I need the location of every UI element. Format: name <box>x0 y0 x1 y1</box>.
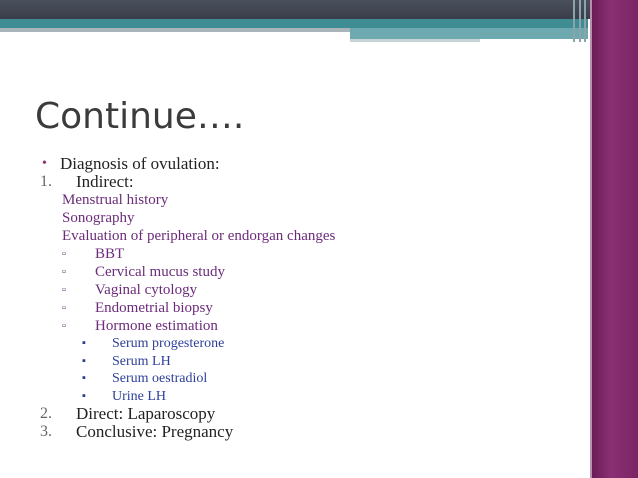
header-stripe <box>579 0 581 42</box>
small-square-icon: ▪ <box>82 389 86 402</box>
sub-item-text: Sonography <box>62 210 135 226</box>
header-teal-band <box>0 19 588 28</box>
header-dark-band <box>0 0 600 19</box>
item-number: 2. <box>40 405 52 422</box>
sub-item <box>0 191 590 209</box>
hormone-text: Serum LH <box>112 353 171 369</box>
hollow-square-icon: ▫ <box>62 266 66 278</box>
sub-bullet-text: Hormone estimation <box>95 318 218 334</box>
header-grey-band <box>0 28 350 32</box>
hormone-text: Serum progesterone <box>112 336 225 351</box>
sub-bullet-text: Cervical mucus study <box>95 264 225 280</box>
item-number: 3. <box>40 423 52 440</box>
hormone-item <box>0 388 590 406</box>
sub-bullet-item <box>0 263 590 281</box>
sub-item-text: Evaluation of peripheral or endorgan changes <box>62 228 336 244</box>
header-light-teal-band <box>350 28 588 39</box>
bullet-marker: • <box>42 156 47 171</box>
slide-title: Continue…. <box>35 96 245 137</box>
sub-bullet-text: BBT <box>95 246 125 262</box>
sub-item <box>0 227 590 245</box>
numbered-item <box>0 173 590 191</box>
header-stripe <box>573 0 575 42</box>
sub-bullet-item <box>0 317 590 335</box>
sub-bullet-item <box>0 281 590 299</box>
sub-bullet-item <box>0 299 590 317</box>
small-square-icon: ▪ <box>82 354 86 367</box>
item-text: Indirect: <box>76 172 134 191</box>
hollow-square-icon: ▫ <box>62 320 66 332</box>
small-square-icon: ▪ <box>82 337 86 349</box>
numbered-item <box>0 405 590 423</box>
hormone-text: Serum oestradiol <box>112 371 208 386</box>
small-square-icon: ▪ <box>82 372 86 384</box>
header-pale-band <box>350 39 480 42</box>
header-stripe <box>584 0 586 42</box>
sub-bullet-item <box>0 245 590 263</box>
hormone-item <box>0 370 590 388</box>
item-text: Conclusive: Pregnancy <box>76 422 234 441</box>
sub-item-text: Menstrual history <box>62 192 169 208</box>
hormone-item <box>0 353 590 371</box>
sub-bullet-text: Vaginal cytology <box>95 282 198 298</box>
bullet-item <box>0 155 590 173</box>
sub-item <box>0 209 590 227</box>
hollow-square-icon: ▫ <box>62 248 66 260</box>
hormone-text: Urine LH <box>112 388 167 404</box>
hollow-square-icon: ▫ <box>62 302 66 314</box>
numbered-item <box>0 423 590 441</box>
sub-bullet-text: Endometrial biopsy <box>95 300 213 316</box>
bullet-text: Diagnosis of ovulation: <box>60 154 220 173</box>
bullet-list <box>0 155 590 441</box>
hormone-item <box>0 335 590 353</box>
purple-sidebar <box>592 0 638 478</box>
item-text: Direct: Laparoscopy <box>76 404 216 423</box>
hollow-square-icon: ▫ <box>62 284 66 296</box>
item-number: 1. <box>40 173 52 190</box>
